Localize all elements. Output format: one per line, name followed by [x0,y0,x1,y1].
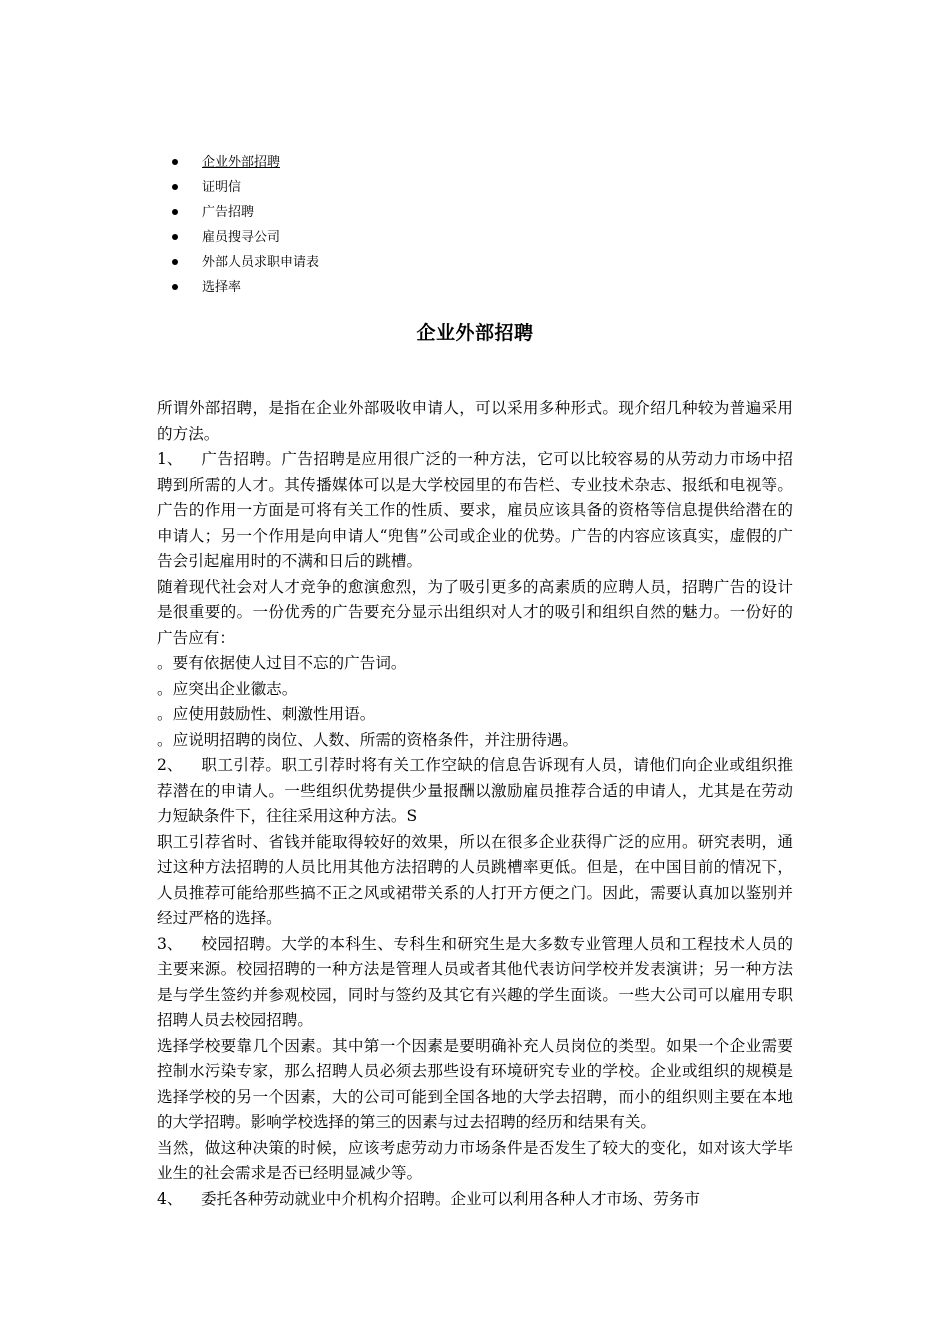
section-text: 职工引荐。职工引荐时将有关工作空缺的信息告诉现有人员，请他们向企业或组织推荐潜在的申请人。一些组织优势提供少量报酬以激励雇员推荐合适的申请人，尤其是在劳动力短缺条件下，往往采用这种方法。S [157,756,793,825]
list-point: 。应说明招聘的岗位、人数、所需的资格条件，并注册待遇。 [157,730,579,749]
section-text: 委托各种劳动就业中介机构介招聘。企业可以利用各种人才市场、劳务市 [201,1189,701,1208]
toc-item[interactable] [168,150,319,175]
toc-item-label: 雇员搜寻公司 [202,230,281,245]
paragraph: 当然，做这种决策的时候，应该考虑劳动力市场条件是否发生了较大的变化，如对该大学毕业生的社会需求是否已经明显减少等。 [157,1138,793,1182]
list-point: 。应突出企业徽志。 [157,679,298,698]
section-3-paragraph [157,932,793,1034]
article-body [157,396,793,1212]
section-1-paragraph [157,447,793,575]
toc-list [168,150,319,300]
paragraph: 随着现代社会对人才竞争的愈演愈烈，为了吸引更多的高素质的应聘人员，招聘广告的设计是很重要的。一份优秀的广告要充分显示出组织对人才的吸引和组织自然的魅力。一份好的广告应有： [157,577,793,647]
toc-link[interactable]: 企业外部招聘 [202,155,281,170]
toc-item-label: 证明信 [202,180,242,195]
bullet-icon [172,234,178,240]
section-number: 2、 [157,756,183,774]
intro-paragraph: 所谓外部招聘，是指在企业外部吸收申请人，可以采用多种形式。现介绍几种较为普遍采用的方法。 [157,399,793,443]
section-number: 3、 [157,934,183,953]
list-point: 。应使用鼓励性、刺激性用语。 [157,705,376,723]
toc-item-label: 选择率 [202,280,242,295]
section-4-paragraph [157,1187,793,1213]
bullet-icon [172,184,178,190]
toc-item [168,225,319,250]
toc-item-label: 广告招聘 [202,205,255,220]
section-2-paragraph [157,753,793,830]
paragraph: 选择学校要靠几个因素。其中第一个因素是要明确补充人员岗位的类型。如果一个企业需要控制水污染专家，那么招聘人员必须去那些设有环境研究专业的学校。企业或组织的规模是选择学校的另一个因素，大的公司可能到全国各地的大学去招聘，而小的组织则主要在本地的大学招聘。影响学校选择的第三的因素与过去招聘的经历和结果有关。 [157,1036,793,1131]
list-point: 。要有依据使人过目不忘的广告词。 [157,654,407,672]
bullet-icon [172,209,178,215]
paragraph: 职工引荐省时、省钱并能取得较好的效果，所以在很多企业获得广泛的应用。研究表明，通过这种方法招聘的人员比用其他方法招聘的人员跳槽率更低。但是，在中国目前的情况下，人员推荐可能给那些搞不正之风或裙带关系的人打开方便之门。因此，需要认真加以鉴别并经过严格的选择。 [157,832,793,927]
section-text: 广告招聘。广告招聘是应用很广泛的一种方法，它可以比较容易的从劳动力市场中招聘到所需的人才。其传播媒体可以是大学校园里的布告栏、专业技术杂志、报纸和电视等。广告的作用一方面是可将有关工作的性质、要求，雇员应该具备的资格等信息提供给潜在的申请人；另一个作用是向申请人“兜售”公司或企业的优势。广告的内容应该真实，虚假的广告会引起雇用时的不满和日后的跳槽。 [157,450,793,570]
toc-item [168,250,319,275]
toc-item [168,275,319,300]
page-title: 企业外部招聘 [416,322,534,344]
section-text: 校园招聘。大学的本科生、专科生和研究生是大多数专业管理人员和工程技术人员的主要来源。校园招聘的一种方法是管理人员或者其他代表访问学校并发表演讲；另一种方法是与学生签约并参观校园，同时与签约及其它有兴趣的学生面谈。一些大公司可以雇用专职招聘人员去校园招聘。 [157,934,793,1029]
bullet-icon [172,284,178,290]
bullet-icon [172,159,178,165]
section-number: 4、 [157,1189,183,1208]
toc-item [168,200,319,225]
toc-item-label: 外部人员求职申请表 [202,255,320,270]
bullet-icon [172,259,178,265]
section-number: 1、 [157,450,183,468]
toc-item [168,175,319,200]
